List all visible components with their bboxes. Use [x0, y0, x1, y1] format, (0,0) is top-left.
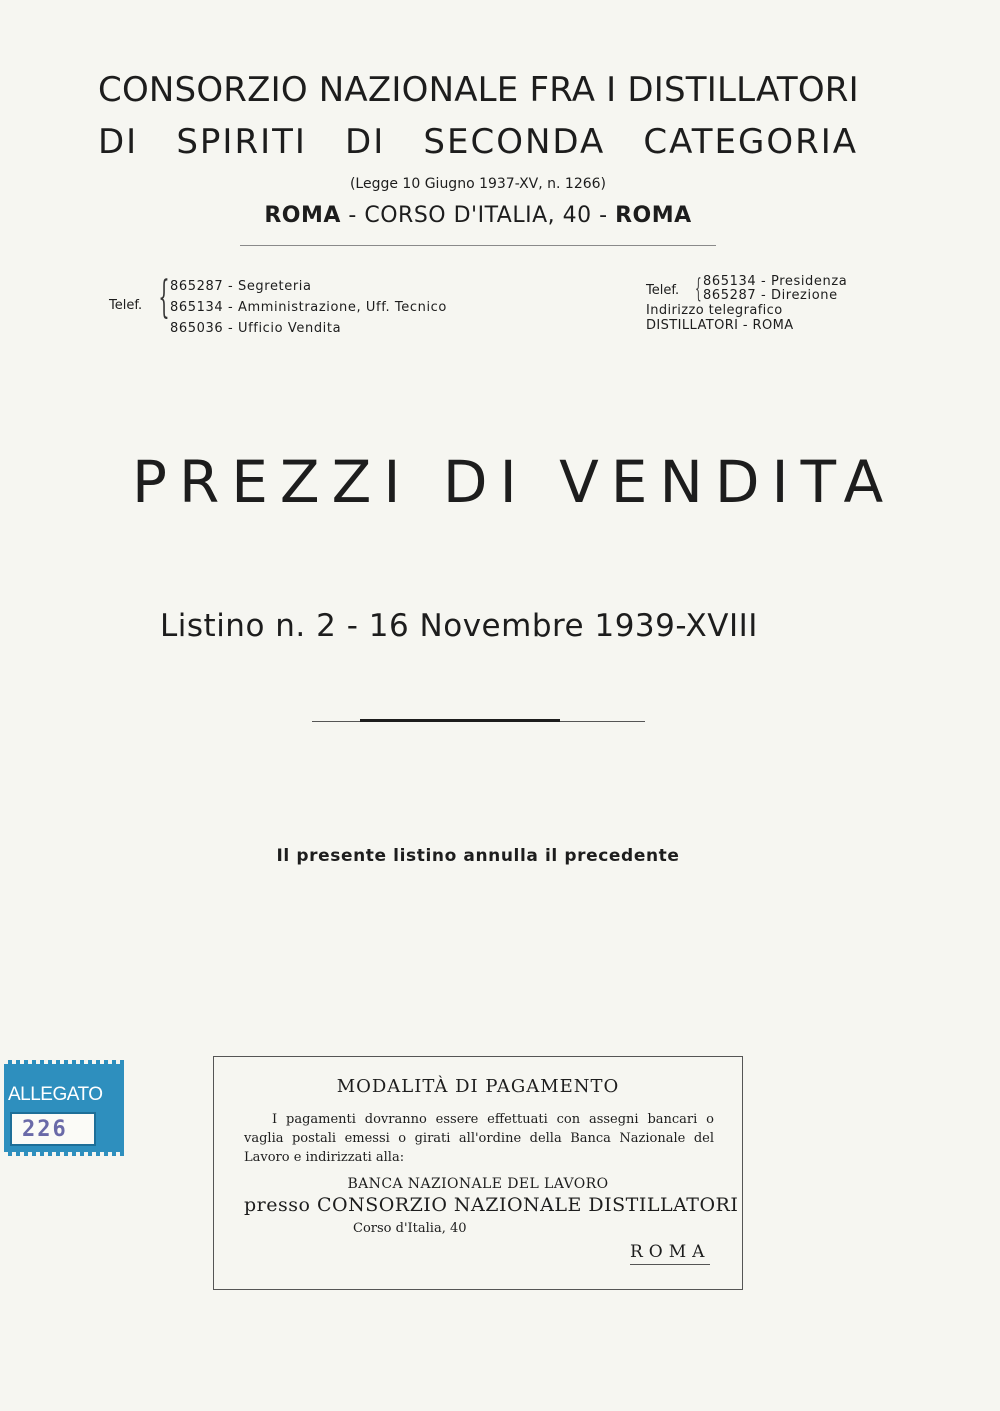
telegraph-address: DISTILLATORI - ROMA [646, 318, 794, 333]
header-title-line2: DI SPIRITI DI SECONDA CATEGORIA [98, 122, 858, 162]
bank-name: BANCA NAZIONALE DEL LAVORO [347, 1176, 609, 1192]
address-sep-2: - [599, 203, 608, 228]
stamp-perforation-bottom [4, 1152, 124, 1156]
ornamental-rule-center [360, 719, 560, 722]
stamp-number: 226 [22, 1117, 68, 1142]
law-reference: (Legge 10 Giugno 1937-XV, n. 1266) [349, 176, 607, 192]
brace-left: { [158, 272, 170, 323]
telegraph-block [646, 303, 794, 333]
allegato-stamp [4, 1060, 124, 1156]
tel-left-item: 865036 - Ufficio Vendita [170, 321, 342, 336]
tel-right-item: 865134 - Presidenza [703, 274, 848, 289]
stamp-number-box [10, 1112, 96, 1146]
header-divider [240, 245, 716, 246]
payment-paragraph: I pagamenti dovranno essere effettuati con assegni bancari o vaglia postali emessi o girati all'ordine della Banca Nazionale del Lavoro e indirizzati alla: [244, 1112, 714, 1165]
stamp-label: ALLEGATO [8, 1084, 103, 1105]
stamp-perforation-top [4, 1060, 124, 1064]
bank-address: Corso d'Italia, 40 [353, 1221, 467, 1236]
header-title-line1: CONSORZIO NAZIONALE FRA I DISTILLATORI [98, 70, 859, 110]
bank-presso: presso CONSORZIO NAZIONALE DISTILLATORI [244, 1194, 739, 1216]
listino-line: Listino n. 2 - 16 Novembre 1939-XVIII [160, 608, 758, 644]
tel-right-list [703, 275, 847, 303]
tel-left-list [170, 276, 447, 339]
tel-left-item: 865134 - Amministrazione, Uff. Tecnico [170, 300, 447, 315]
payment-city: ROMA [630, 1242, 710, 1265]
tel-left-label: Telef. [109, 298, 143, 313]
address-sep-1: - [348, 203, 357, 228]
address-city-left: ROMA [264, 203, 341, 228]
brace-right: { [694, 274, 702, 304]
address-line [0, 203, 956, 228]
tel-left-item: 865287 - Segreteria [170, 279, 312, 294]
tel-right-label: Telef. [646, 283, 680, 298]
telegraph-label: Indirizzo telegrafico [646, 303, 783, 318]
payment-text [244, 1110, 714, 1167]
address-street: CORSO D'ITALIA, 40 [364, 203, 592, 228]
page-title: PREZZI DI VENDITA [132, 448, 896, 516]
payment-title: MODALITÀ DI PAGAMENTO [336, 1076, 620, 1097]
annulla-notice: Il presente listino annulla il precedente [276, 846, 680, 866]
address-city-right: ROMA [615, 203, 692, 228]
tel-right-item: 865287 - Direzione [703, 288, 838, 303]
